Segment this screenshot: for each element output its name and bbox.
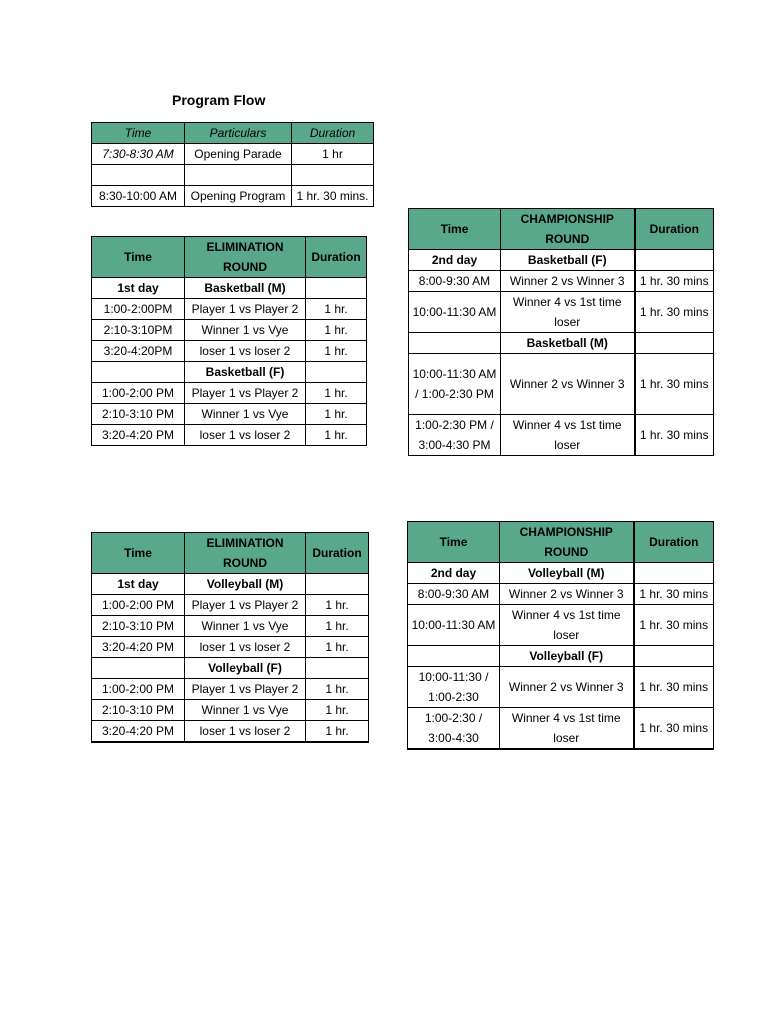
empty-cell [306,278,367,299]
cell-time: 2:10-3:10 PM [92,700,185,721]
table-row [92,637,369,658]
cell-match: Winner 2 vs Winner 3 [501,271,635,292]
table-row [409,354,714,415]
cell-match: Winner 2 vs Winner 3 [500,584,634,605]
cell-time: 8:00-9:30 AM [409,271,501,292]
table-row [92,721,369,743]
cell-match: Winner 2 vs Winner 3 [500,667,634,708]
cell-match: Player 1 vs Player 2 [185,595,306,616]
day-label: 1st day [92,574,185,595]
cell-duration: 1 hr. 30 mins [634,708,714,750]
table-row [92,679,369,700]
header-round: ELIMINATION ROUND [185,237,306,278]
cell-match: loser 1 vs loser 2 [185,721,306,743]
cell-duration: 1 hr. [306,700,369,721]
table-row [92,165,374,186]
section-label: Basketball (M) [185,278,306,299]
table-row [92,595,369,616]
cell-match: Winner 4 vs 1st time loser [501,415,635,456]
header-time: Time [92,533,185,574]
cell-time: 1:00-2:30 / 3:00-4:30 [408,708,500,750]
cell-time: 3:20-4:20 PM [92,637,185,658]
table-row [92,658,369,679]
cell-match: loser 1 vs loser 2 [185,637,306,658]
cell-time: 10:00-11:30 AM / 1:00-2:30 PM [409,354,501,415]
cell-match: Winner 4 vs 1st time loser [501,292,635,333]
section-label: Basketball (M) [501,333,635,354]
cell-match: Player 1 vs Player 2 [185,383,306,404]
header-round: CHAMPIONSHIP ROUND [500,522,634,563]
cell-duration: 1 hr. [306,341,367,362]
cell-duration: 1 hr. [306,637,369,658]
cell-time: 1:00-2:00 PM [92,679,185,700]
cell-match: Player 1 vs Player 2 [185,299,306,320]
cell-duration: 1 hr [292,144,374,165]
empty-cell [634,646,714,667]
table-row [92,341,367,362]
cell-duration: 1 hr. 30 mins. [292,186,374,207]
header-duration: Duration [635,209,714,250]
cell-duration: 1 hr. [306,679,369,700]
cell-match: Winner 1 vs Vye [185,700,306,721]
header-round: CHAMPIONSHIP ROUND [501,209,635,250]
header-time: Time [92,237,185,278]
table-row [408,667,714,708]
section-label: Volleyball (F) [185,658,306,679]
empty-cell [306,362,367,383]
cell-time: 2:10-3:10PM [92,320,185,341]
table-row [92,320,367,341]
header-particulars: Particulars [185,123,292,144]
section-label: Volleyball (M) [500,563,634,584]
cell-match: Winner 4 vs 1st time loser [500,605,634,646]
cell-time: 2:10-3:10 PM [92,616,185,637]
cell-time: 3:20-4:20 PM [92,721,185,743]
table-row [92,425,367,446]
cell-match: Winner 4 vs 1st time loser [500,708,634,750]
table-row [92,383,367,404]
cell-time [92,165,185,186]
championship-basketball-table [408,208,714,456]
cell-time: 8:30-10:00 AM [92,186,185,207]
empty-cell [306,658,369,679]
table-row [92,144,374,165]
empty-cell [634,563,714,584]
empty-cell [635,333,714,354]
table-row [92,186,374,207]
table-row [92,616,369,637]
header-duration: Duration [306,237,367,278]
cell-particulars: Opening Program [185,186,292,207]
cell-duration: 1 hr. [306,404,367,425]
cell-time: 3:20-4:20 PM [92,425,185,446]
empty-cell [306,574,369,595]
cell-match: Winner 1 vs Vye [185,404,306,425]
cell-particulars [185,165,292,186]
cell-time: 10:00-11:30 / 1:00-2:30 [408,667,500,708]
cell-duration: 1 hr. 30 mins [634,667,714,708]
empty-cell [409,333,501,354]
cell-duration [292,165,374,186]
table-row [92,404,367,425]
table-row [409,292,714,333]
table-row [92,574,369,595]
header-time: Time [408,522,500,563]
elimination-basketball-table [91,236,367,446]
section-label: Volleyball (F) [500,646,634,667]
cell-time: 1:00-2:00PM [92,299,185,320]
cell-duration: 1 hr. [306,425,367,446]
table-row [409,250,714,271]
header-round: ELIMINATION ROUND [185,533,306,574]
cell-duration: 1 hr. 30 mins [634,584,714,605]
cell-time: 10:00-11:30 AM [409,292,501,333]
cell-time: 8:00-9:30 AM [408,584,500,605]
cell-duration: 1 hr. [306,383,367,404]
cell-duration: 1 hr. 30 mins [635,292,714,333]
table-row [408,605,714,646]
table-row [409,415,714,456]
table-row [92,700,369,721]
page-title: Program Flow [172,92,266,108]
cell-match: loser 1 vs loser 2 [185,425,306,446]
cell-time: 7:30-8:30 AM [92,144,185,165]
empty-cell [635,250,714,271]
cell-duration: 1 hr. [306,721,369,743]
elimination-volleyball-table [91,532,369,743]
cell-duration: 1 hr. 30 mins [635,354,714,415]
table-row [408,563,714,584]
cell-duration: 1 hr. [306,616,369,637]
cell-match: Winner 1 vs Vye [185,320,306,341]
cell-duration: 1 hr. [306,320,367,341]
day-label: 2nd day [408,563,500,584]
cell-time: 1:00-2:00 PM [92,383,185,404]
section-label: Basketball (F) [185,362,306,383]
section-label: Volleyball (M) [185,574,306,595]
table-row [92,362,367,383]
championship-volleyball-table [407,521,714,750]
cell-match: Player 1 vs Player 2 [185,679,306,700]
day-label: 1st day [92,278,185,299]
cell-duration: 1 hr. 30 mins [635,271,714,292]
cell-duration: 1 hr. [306,595,369,616]
section-label: Basketball (F) [501,250,635,271]
table-row [409,333,714,354]
header-duration: Duration [306,533,369,574]
table-row [92,278,367,299]
header-time: Time [409,209,501,250]
empty-cell [408,646,500,667]
cell-time: 2:10-3:10 PM [92,404,185,425]
header-duration: Duration [634,522,714,563]
cell-time: 3:20-4:20PM [92,341,185,362]
cell-particulars: Opening Parade [185,144,292,165]
table-row [408,584,714,605]
table-row [92,299,367,320]
program-flow-table [91,122,374,207]
table-row [408,646,714,667]
empty-cell [92,658,185,679]
cell-match: loser 1 vs loser 2 [185,341,306,362]
empty-cell [92,362,185,383]
day-label: 2nd day [409,250,501,271]
cell-duration: 1 hr. 30 mins [635,415,714,456]
cell-time: 1:00-2:00 PM [92,595,185,616]
cell-match: Winner 1 vs Vye [185,616,306,637]
cell-time: 1:00-2:30 PM / 3:00-4:30 PM [409,415,501,456]
cell-duration: 1 hr. [306,299,367,320]
cell-duration: 1 hr. 30 mins [634,605,714,646]
cell-match: Winner 2 vs Winner 3 [501,354,635,415]
header-duration: Duration [292,123,374,144]
table-row [409,271,714,292]
cell-time: 10:00-11:30 AM [408,605,500,646]
header-time: Time [92,123,185,144]
table-row [408,708,714,750]
